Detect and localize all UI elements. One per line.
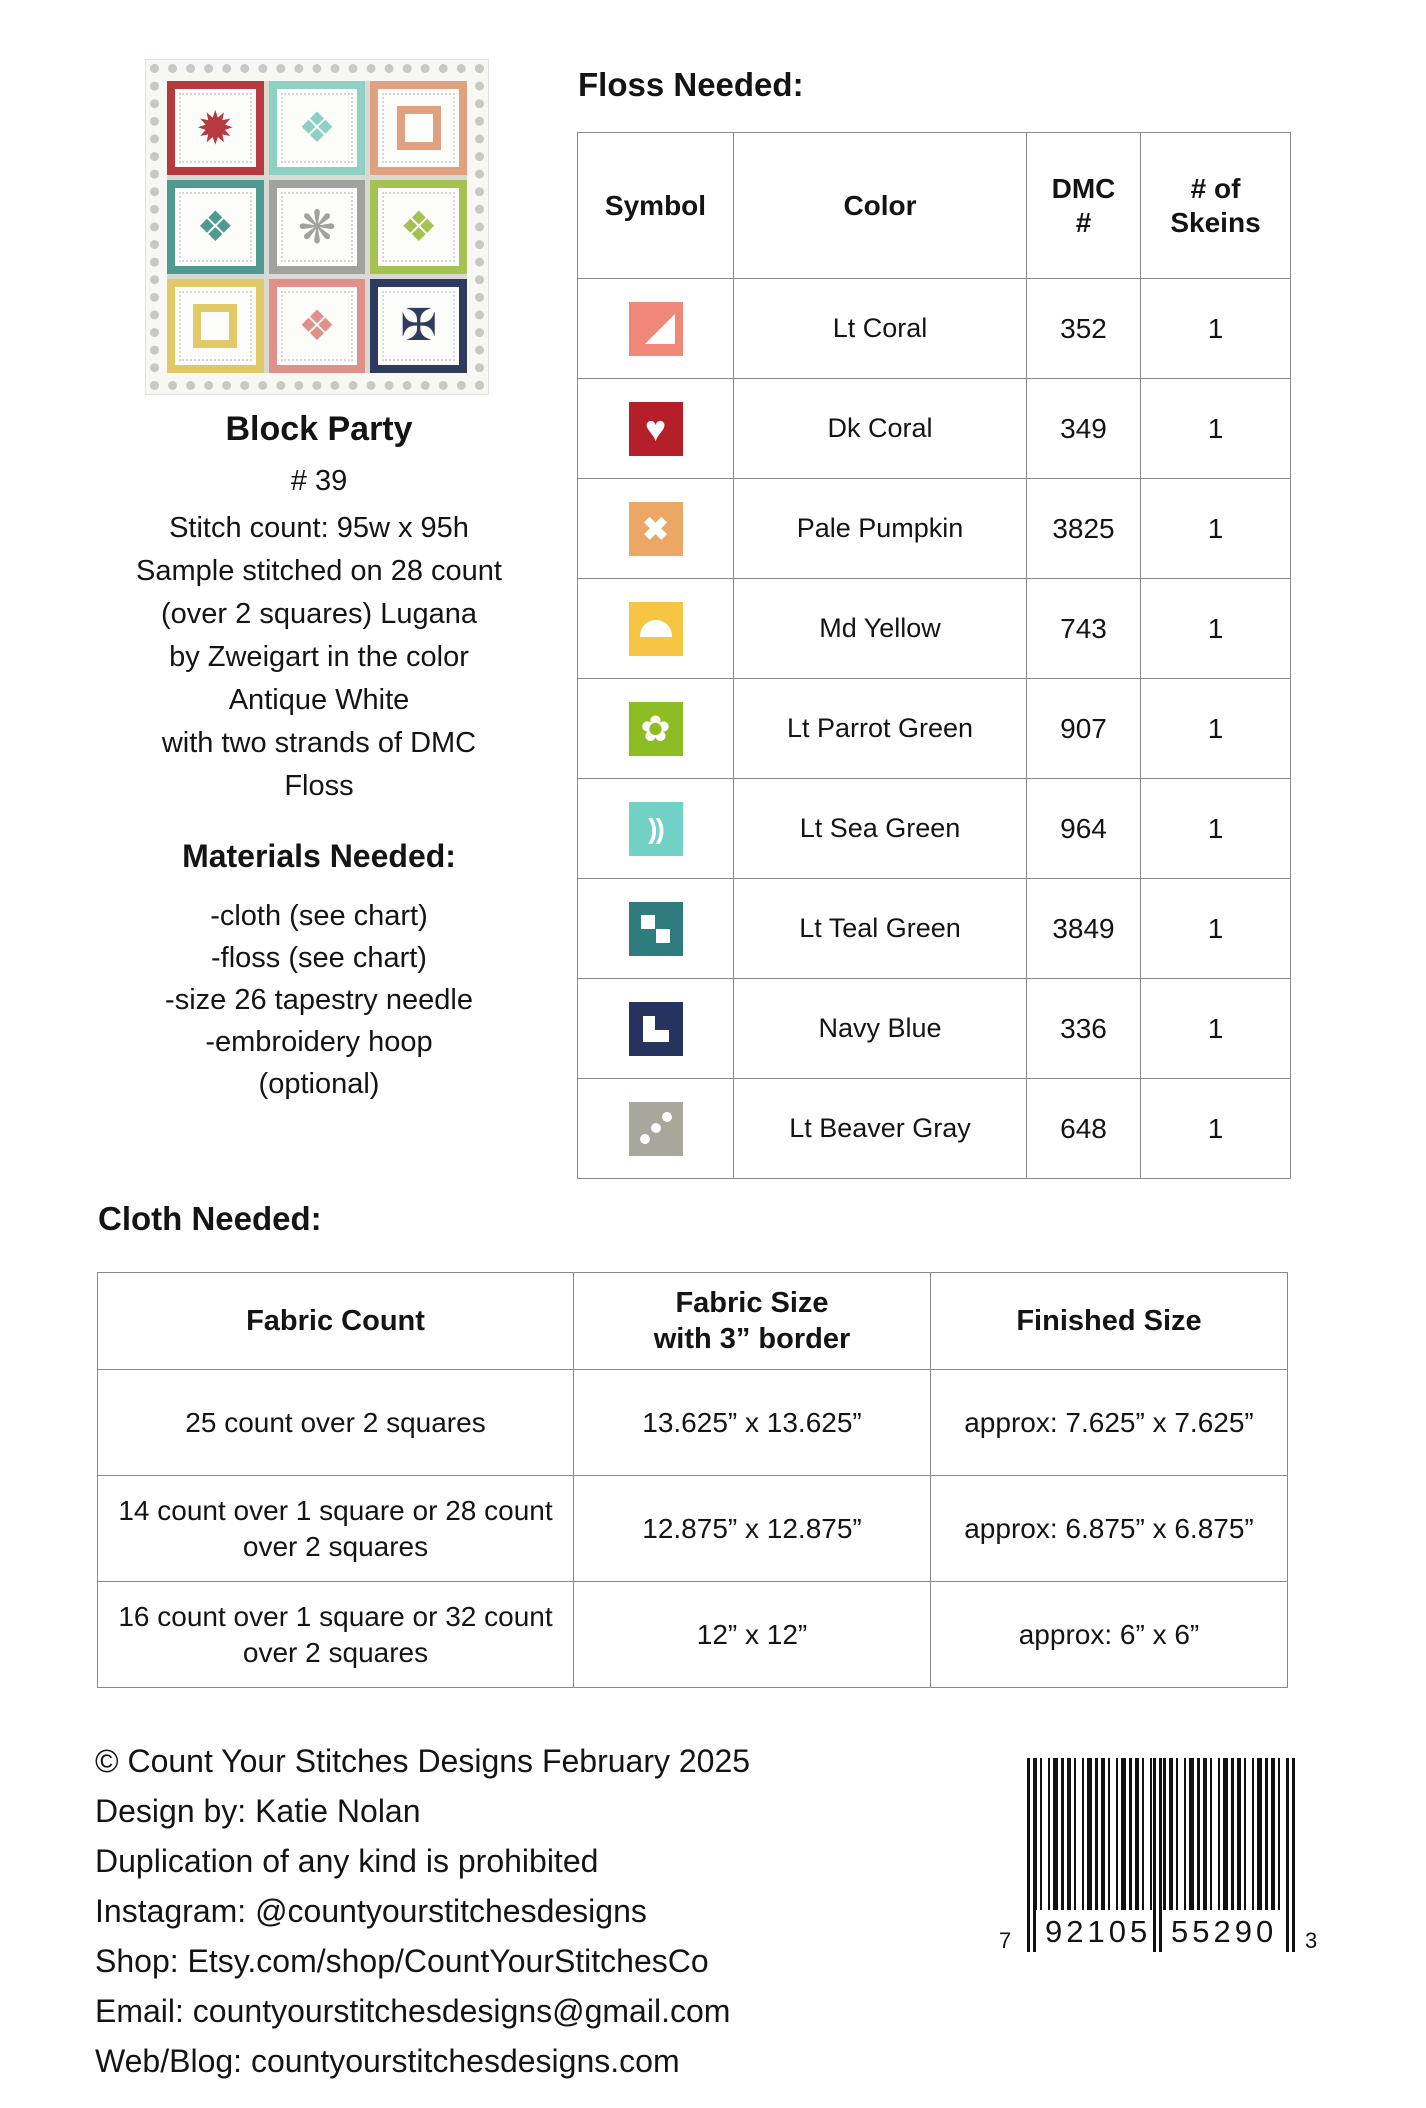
material-item: -cloth (see chart): [210, 900, 428, 932]
barcode: [985, 1752, 1345, 2004]
table-cell-dmc: 352: [1027, 279, 1141, 379]
flower-shape: ✿: [640, 707, 671, 749]
floss-col-color: [734, 133, 1027, 279]
floss-col-dmc: [1027, 133, 1141, 279]
table-cell-skeins: 1: [1141, 779, 1291, 879]
table-cell-dmc: 349: [1027, 379, 1141, 479]
dot-shape: [662, 1112, 672, 1122]
footer-credits: [95, 1736, 975, 2086]
table-cell-dmc: 907: [1027, 679, 1141, 779]
sample-line: Antique White: [228, 684, 410, 716]
sample-line: Sample stitched on 28 count: [136, 555, 502, 587]
duplication-line: Duplication of any kind is prohibited: [95, 1843, 599, 1879]
table-cell-dmc: 964: [1027, 779, 1141, 879]
block-inner: [175, 287, 256, 365]
col-label: Fabric Count: [246, 1305, 425, 1337]
sampler-block-aqua: [269, 81, 366, 175]
sample-line: Floss: [284, 770, 354, 802]
table-row-symbol: [578, 279, 734, 379]
table-cell-color: Lt Teal Green: [734, 879, 1027, 979]
sample-line: (over 2 squares) Lugana: [161, 598, 477, 630]
sampler-block-yellow: [167, 279, 264, 373]
col-label: Fabric Size: [675, 1287, 829, 1319]
table-cell-color: Lt Sea Green: [734, 779, 1027, 879]
material-item: -floss (see chart): [211, 942, 427, 974]
heart-shape: ♥: [644, 407, 667, 449]
cloth-cell-size: 12” x 12”: [574, 1582, 931, 1688]
table-row-symbol: [578, 1079, 734, 1179]
flower-icon: [629, 702, 683, 756]
table-cell-color: Lt Beaver Gray: [734, 1079, 1027, 1179]
barcode-guard-left: [1027, 1758, 1036, 1952]
material-item: -embroidery hoop: [205, 1026, 433, 1058]
x-shape: ✖: [642, 510, 669, 547]
sampler-block-green: [370, 180, 467, 274]
snowflake-motif-icon: [298, 204, 337, 250]
table-row-symbol: [578, 979, 734, 1079]
table-row-symbol: [578, 679, 734, 779]
sample-line: with two strands of DMC: [161, 727, 477, 759]
pattern-title: Block Party: [225, 410, 413, 448]
floss-table: [577, 132, 1291, 1179]
cloth-cell-finished: approx: 7.625” x 7.625”: [931, 1370, 1288, 1476]
floss-col-symbol: [578, 133, 734, 279]
cloth-needed-heading: Cloth Needed:: [98, 1200, 322, 1237]
cloth-table: [97, 1272, 1288, 1688]
three-dots-icon: [629, 1102, 683, 1156]
sampler-block-gray: [269, 180, 366, 274]
col-label: Finished Size: [1016, 1305, 1202, 1337]
frame-motif-icon: [193, 304, 237, 348]
webblog-line: Web/Blog: countyourstitchesdesigns.com: [95, 2043, 680, 2079]
instagram-line: Instagram: @countyourstitchesdesigns: [95, 1893, 647, 1929]
table-cell-dmc: 3849: [1027, 879, 1141, 979]
shop-line: Shop: Etsy.com/shop/CountYourStitchesCo: [95, 1943, 709, 1979]
sampler-block-teal: [167, 180, 264, 274]
block-inner: [277, 89, 358, 167]
table-cell-skeins: 1: [1141, 1079, 1291, 1179]
block-inner: [175, 89, 256, 167]
cloth-col-finished-size: [931, 1273, 1288, 1370]
three-dots-shape: [639, 1112, 673, 1146]
cloth-cell-finished: approx: 6” x 6”: [931, 1582, 1288, 1688]
cloth-cell-finished: approx: 6.875” x 6.875”: [931, 1476, 1288, 1582]
cross-motif-icon: [400, 304, 437, 348]
table-cell-color: Dk Coral: [734, 379, 1027, 479]
material-item: (optional): [258, 1068, 380, 1100]
table-cell-skeins: 1: [1141, 579, 1291, 679]
col-label: DMC: [1051, 172, 1116, 204]
cloth-cell-count: 25 count over 2 squares: [98, 1370, 574, 1476]
corner-shape: [643, 1016, 669, 1042]
double-paren-shape: )): [648, 812, 663, 844]
stitch-count-line: Stitch count: 95w x 95h: [169, 512, 469, 544]
square-shape: [641, 915, 655, 929]
col-label: Color: [843, 189, 917, 221]
sampler-grid: [167, 81, 467, 373]
double-paren-icon: [629, 802, 683, 856]
col-label: # of: [1190, 172, 1241, 204]
two-squares-shape: [640, 913, 672, 945]
table-cell-dmc: 743: [1027, 579, 1141, 679]
designer-line: Design by: Katie Nolan: [95, 1793, 421, 1829]
table-row-symbol: [578, 579, 734, 679]
sample-line: by Zweigart in the color: [169, 641, 469, 673]
barcode-number-group2: 55290: [1171, 1914, 1278, 1949]
table-cell-skeins: 1: [1141, 979, 1291, 1079]
star-motif-icon: [196, 105, 235, 151]
barcode-number-group1: 92105: [1045, 1914, 1152, 1949]
table-cell-color: Pale Pumpkin: [734, 479, 1027, 579]
floss-needed-heading: Floss Needed:: [578, 66, 804, 103]
material-item: -size 26 tapestry needle: [165, 984, 473, 1016]
checker-motif-icon: [400, 206, 438, 248]
block-inner: [378, 188, 459, 266]
dot-shape: [640, 1134, 650, 1144]
dome-shape: [640, 620, 672, 637]
square-shape: [656, 929, 670, 943]
corner-icon: [629, 1002, 683, 1056]
pattern-info: [36, 410, 602, 1105]
barcode-digit-left: 7: [999, 1928, 1012, 1953]
table-cell-skeins: 1: [1141, 279, 1291, 379]
table-cell-skeins: 1: [1141, 479, 1291, 579]
block-inner: [378, 287, 459, 365]
heart-icon: [629, 402, 683, 456]
table-cell-color: Navy Blue: [734, 979, 1027, 1079]
half-square-triangle-icon: [629, 302, 683, 356]
col-label: Symbol: [604, 189, 707, 221]
cloth-col-fabric-count: [98, 1273, 574, 1370]
col-label: with 3” border: [653, 1323, 851, 1355]
checker-motif-icon: [197, 206, 235, 248]
cloth-cell-count: 14 count over 1 square or 28 count over 2 squares: [98, 1476, 574, 1582]
col-label: #: [1075, 206, 1092, 238]
table-row-symbol: [578, 779, 734, 879]
block-inner: [175, 188, 256, 266]
barcode-guard-right: [1286, 1758, 1295, 1952]
pattern-number: # 39: [290, 465, 348, 497]
dome-icon: [629, 602, 683, 656]
sampler-block-coral: [269, 279, 366, 373]
table-cell-dmc: 3825: [1027, 479, 1141, 579]
sampler-block-navy: [370, 279, 467, 373]
checker-motif-icon: [298, 305, 336, 347]
cloth-col-fabric-size: [574, 1273, 931, 1370]
table-cell-skeins: 1: [1141, 679, 1291, 779]
table-cell-dmc: 336: [1027, 979, 1141, 1079]
table-row-symbol: [578, 479, 734, 579]
block-inner: [378, 89, 459, 167]
sampler-image: [146, 60, 488, 394]
block-inner: [277, 287, 358, 365]
corner-notch: [655, 1016, 669, 1030]
dot-shape: [651, 1123, 661, 1133]
table-row-symbol: [578, 879, 734, 979]
cloth-cell-size: 12.875” x 12.875”: [574, 1476, 931, 1582]
email-line: Email: countyourstitchesdesigns@gmail.com: [95, 1993, 731, 2029]
copyright-line: © Count Your Stitches Designs February 2025: [95, 1743, 751, 1779]
sampler-block-red: [167, 81, 264, 175]
table-cell-dmc: 648: [1027, 1079, 1141, 1179]
checker-motif-icon: [298, 107, 336, 149]
x-cross-icon: [629, 502, 683, 556]
materials-heading: Materials Needed:: [182, 838, 456, 874]
table-cell-skeins: 1: [1141, 879, 1291, 979]
two-squares-icon: [629, 902, 683, 956]
table-row-symbol: [578, 379, 734, 479]
barcode-digit-right: 3: [1305, 1928, 1318, 1953]
col-label: Skeins: [1170, 206, 1261, 238]
table-cell-color: Lt Parrot Green: [734, 679, 1027, 779]
block-inner: [277, 188, 358, 266]
table-cell-skeins: 1: [1141, 379, 1291, 479]
frame-motif-icon: [397, 106, 441, 150]
triangle-shape: [645, 314, 675, 344]
cloth-cell-size: 13.625” x 13.625”: [574, 1370, 931, 1476]
barcode-guard-center: [1153, 1758, 1162, 1952]
table-cell-color: Md Yellow: [734, 579, 1027, 679]
table-cell-color: Lt Coral: [734, 279, 1027, 379]
floss-col-skeins: [1141, 133, 1291, 279]
cloth-cell-count: 16 count over 1 square or 32 count over 2 squares: [98, 1582, 574, 1688]
sampler-block-peach: [370, 81, 467, 175]
